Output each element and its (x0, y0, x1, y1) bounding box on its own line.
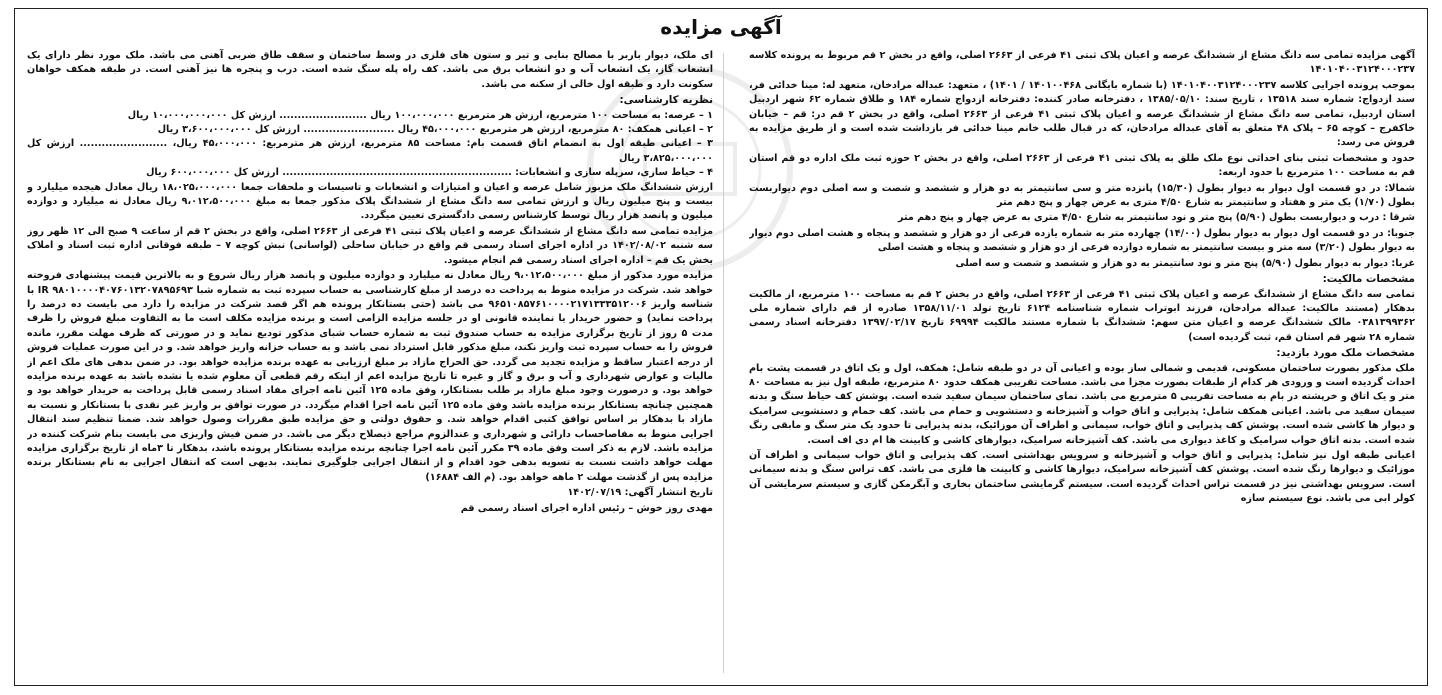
valuation-summary: ارزش ششدانگ ملک مزبور شامل عرصه و اعیان و امتیازات و انشعابات و تاسیسات و ملحقات جمعا ۱۸،۰۲۵،۰۰۰،۰۰۰ ریال معادل هیجده میلیارد و بیست و پنج میلیون ریال و ارزش تمامی سه دانگ مشاع از ششدانگ پلاک مذکور جمعا به مبلغ ۹،۰۱۲،۵۰۰،۰۰۰ ریال معادل نه میلیارد و دوازده میلیون و پانصد هزار ریال توسط کارشناس رسمی دادگستری تعیین میگردد. (27, 181, 713, 222)
notice-page (14, 8, 1428, 686)
signature-line: مهدی روز خوش – رئیس اداره اجرای اسناد رسمی قم (460, 502, 713, 514)
auction-time-place: مزایده تمامی سه دانگ مشاع از ششدانگ عرصه و اعیان پلاک ثبتی ۴۱ فرعی از ۲۶۶۳ اصلی، واقع در بخش ۲ قم از ساعت ۹ صبح الی ۱۲ ظهر روز سه شنبه ۱۴۰۲/۰۸/۰۲ در اداره اجرای اسناد رسمی قم واقع در خیابان ساحلی (لواسانی) نبش کوچه ۷ – طبقه فوقانی اداره ثبت اسناد و املاک بخش یک قم – اداره اجرای اسناد رسمی قم انجام میشود. (27, 225, 713, 266)
notice-intro: آگهی مزایده تمامی سه دانگ مشاع از ششدانگ عرصه و اعیان پلاک ثبتی ۴۱ فرعی از ۲۶۶۳ اصلی، واقع در بخش ۲ قم مربوط به پرونده کلاسه ۱۴۰۱۰۴۰۰۳۱۲۴۰۰۰۲۳۷ (749, 50, 1415, 76)
publish-date: تاریخ انتشار آگهی: ۱۴۰۲/۰۷/۱۹ (567, 487, 713, 499)
boundaries-intro: حدود و مشخصات ثبتی بنای احداثی نوع ملک طلق به پلاک ثبتی ۴۱ فرعی از ۲۶۶۳ اصلی، واقع در بخش ۲ حوزه ثبت ملک اداره دو قم استان قم به مساحت ۱۰۰ مترمربع با حدود اربعه: (749, 152, 1415, 179)
column-divider (723, 53, 724, 673)
structure-continuation: ای ملک، دیوار باربر با مصالح بنایی و تیر و ستون های فلزی در وسط ساختمان و سقف طاق ضربی آهنی می باشد. ملک مورد نظر دارای یک انشعاب گاز، یک انشعاب آب و دو انشعاب برق می باشد. کف راه پله سنگ شده است. درب و پنجره ها نیز آهنی است. در طبقه همکف خواهان سکونت دارد و طبقه اول خالی از سکنه می باشد. (27, 50, 713, 90)
boundary-north: شمالا: در دو قسمت اول دیوار به دیوار بطول (۱۵/۳۰) پانزده متر و سی سانتیمتر به دو هزار و ششصد و شصت و سه اصلی دوم دیواربست بطول (۱/۷۰) یک متر و هفتاد و سانتیمتر به شارع ۴/۵۰ متری به عرض چهار و پنج دهم متر (749, 182, 1415, 209)
left-column (27, 49, 713, 679)
expert-item: ۲ – اعیانی همکف: ۸۰ مترمربع، ارزش هر مترمربع ۴۵،۰۰۰،۰۰۰ ریال ......................... ارزش کل ۳،۶۰۰،۰۰۰،۰۰۰ ریال (157, 124, 713, 136)
auction-terms: مزایده مورد مذکور از مبلغ ۹،۰۱۲،۵۰۰،۰۰۰ ریال معادل نه میلیارد و دوازده میلیون و پانصد هزار ریال شروع و به بالاترین قیمت پیشنهادی فروخته خواهد شد. شرکت در مزایده منوط به پرداخت ده درصد از مبلغ کارشناسی به حساب سپرده ثبت به شماره شبا IR ۹۸۰۱۰۰۰۰۴۰۷۶۰۱۳۲۰۷۸۹۵۶۹۳ با شناسه واریز ۹۶۵۱۰۸۵۷۶۱۰۰۰۰۲۱۷۱۳۳۳۵۱۲۰۰۶ می باشد (حتی بستانکار پرونده هم اگر قصد شرکت در مزایده را دارد می بایست ده درصد را پرداخت نماید) و حضور خریدار یا نماینده قانونی او در جلسه مزایده الزامی است و برنده مزایده مکلف است ما به التفاوت مبلغ فروش را ظرف مدت ۵ روز از تاریخ برگزاری مزایده به حساب صندوق ثبت به شماره حساب شبای مذکور تودیع نماید و در صورتی که ظرف مهلت مقرر، مانده فروش را به حساب سپرده ثبت واریز نکند، مبلغ مذکور قابل استرداد نمی باشد و به حساب خزانه واریز خواهد شد. و در این صورت عملیات فروش از درجه اعتبار ساقط و مزایده تجدید می گردد. حق الحراج مازاد بر مبلغ ارزیابی به عهده برنده مزایده خواهد بود. در ضمن بدهی های ملک اعم از مالیات و عوارض شهرداری و آب و برق و گاز و غیره تا تاریخ مزایده اعم از اینکه رقم قطعی آن معلوم شده یا نشده باشد به عهده برنده مزایده خواهد بود. و درصورت وجود مبلغ مازاد بر طلب بستانکار، وفق ماده ۱۲۵ آئین نامه اجرای مفاد اسناد رسمی قابل پرداخت به خریدار خواهد بود و همچنین چنانچه بستانکار برنده مزایده باشد وفق ماده ۱۲۵ آئین نامه اجرا اقدام میگردد. در صورت توافق بر واریز غیر نقدی با بستانکار و نسبت به مازاد با بدهکار بر اساس توافق کتبی اقدام خواهد شد. و حقوق دولتی و حق مزایده طبق مقررات وصول خواهد شد. ضمنا تنظیم سند انتقال اجرایی منوط به مفاصاحساب دارائی و شهرداری و عندالزوم مراجع ذیصلاح دیگر می باشد. در ضمن فیش واریزی می بایست بنام شرکت کننده در مزایده باشد. لازم به ذکر است وفق ماده ۳۹ مکرر آئین نامه اجرا چنانچه برنده مزایده بستانکار پرونده باشد، بدهکار تا ۳ماه از تاریخ برگزاری مزایده مهلت خواهد داشت نسبت به تسویه بدهی خود اقدام و از انتقال اجرایی جلوگیری نمایند. بدیهی است که انتقال اجرایی به نام بستانکار برنده مزایده پس از گذشت مهلت ۲ ماهه خواهد بود. (م الف ۱۶۸۸۴) (27, 270, 713, 483)
boundary-west: غربا: دیوار به دیوار بطول (۵/۹۰) پنج متر و نود سانتیمتر به دو هزار و ششصد و شصت و سه اصلی (955, 257, 1415, 269)
property-heading: مشخصات ملک مورد بازدید: (1276, 347, 1415, 360)
notice-title: آگهی مزایده (660, 15, 782, 39)
property-description: ملک مذکور بصورت ساختمان مسکونی، قدیمی و شمالی ساز بوده و اعیانی آن در دو طبقه شامل: همکف، اول و یک اتاق در قسمت پشت بام احداث گردیده است و ورودی هر کدام از طبقات بصورت مجزا می باشد. مساحت تقریبی همکف حدود ۸۰ مترمربع، طبقه اول نیز به مساحت ۸۰ متر و یک اتاق و خرپشته در بام به مساحت تقریبی ۵ مترمربع می باشد. نمای ساختمان سیمان سفید شده است. پوشش کف حیاط سنگ و بدنه سیمان سفید می باشد. اعیانی همکف شامل: پذیرایی و اتاق خواب و آشپزخانه و دستشویی و حمام می باشد. کف حمام و دستشویی سرامیک و دیوار ها کاشی شده است. پوشش کف پذیرایی و اتاق خواب، سیمانی و اطراف آن موزائیک، بدنه پذیرایی تا حدود یک متر سنگ و مابقی رنگ شده است. بدنه اتاق خواب سرامیک و کاغذ دیواری می باشد. کف آشپزخانه سرامیک، دیوارهای کاشی و کابینت ها ام دی اف است. (749, 362, 1415, 446)
expert-items-list (27, 109, 713, 181)
ownership-details: تمامی سه دانگ مشاع از ششدانگ عرصه و اعیان پلاک ثبتی ۴۱ فرعی از ۲۶۶۳ اصلی، واقع در بخش ۲ قم به مساحت ۱۰۰ مترمربع، از مالکیت بدهکار (مستند مالکیت: عبداله مرادخان، فرزند ابوتراب شماره شناسنامه ۶۱۲۴ تاریخ تولد ۱۳۵۸/۱۱/۰۱ صادره از قم دارای شماره ملی ۰۳۸۱۳۹۹۳۶۲ مالک ششدانگ عرصه و اعیان متن سهم: ششدانگ با شماره مستند مالکیت ۶۹۹۹۴ تاریخ ۱۳۹۷/۰۲/۱۷ دفترخانه اسناد رسمی شماره ۲۸ شهر قم استان قم، ثبت گردیده است) (749, 288, 1415, 343)
ownership-heading: مشخصات مالکیت: (1322, 273, 1415, 286)
right-column (749, 49, 1415, 679)
case-details: بموجب پرونده اجرایی کلاسه ۱۴۰۱۰۴۰۰۳۱۲۴۰۰۰۲۳۷ (با شماره بایگانی ۱۴۰۱۰۰۴۶۸ / ۱۴۰۱) ، متعهد: عبداله مرادخان، متعهد له: مینا خدائی فر، سند ازدواج: شماره سند ۱۳۵۱۸ ، تاریخ سند: ۱۳۸۵/۰۵/۱۰ ، دفترخانه صادر کننده: دفترخانه ازدواج شماره ۱۸۴ و طلاق شماره ۶۲ شهر اردبیل استان اردبیل، تمامی سه دانگ مشاع از ششدانگ عرصه و اعیان پلاک ثبتی ۴۱ فرعی از ۲۶۶۳ اصلی، واقع در بخش ۲ قم در: قم – خیابان خاکفرج – کوچه ۶۵ – پلاک ۴۸ متعلق به آقای عبداله مرادخان، که در قبال طلب خانم مینا خدائی فر بازداشت شده است و از طریق مزایده به فروش می رسد: (749, 79, 1415, 149)
expert-item: ۱ – عرصه: به مساحت ۱۰۰ مترمربع، ارزش هر مترمربع ۱۰۰،۰۰۰،۰۰۰ ریال ........................ ارزش کل ۱۰،۰۰۰،۰۰۰،۰۰۰ ریال (127, 109, 713, 121)
expert-item: ۴ – حیاط سازی، سرپله سازی و انشعابات: ............................................................... ارزش کل ۶۰۰،۰۰۰،۰۰۰ ریال (146, 167, 713, 179)
expert-item: ۳ – اعیانی طبقه اول به انضمام اتاق قسمت بام: مساحت ۸۵ مترمربع، ارزش هر مترمربع: ۴۵،۰۰۰،۰۰۰ ریال، ........................ ارزش کل ۳،۸۲۵،۰۰۰،۰۰۰ ریال (27, 138, 713, 164)
first-floor-description: اعیانی طبقه اول نیز شامل: پذیرایی و اتاق خواب و آشپزخانه و سرویس بهداشتی است. کف پذیرایی و اتاق خواب سیمانی و اطراف آن موزائیک و دیوارها رنگ شده است. پوشش کف آشپزخانه سرامیک، دیوارها کاشی و کابینت ها فلزی می باشد. کف تراس سنگ و بدنه سیمانی است. سرویس بهداشتی نیز در قسمت تراس احداث گردیده است. سیستم گرمایشی ساختمان بخاری و آبگرمکن گازی و سیستم سرمایشی آن کولر ابی می باشد. نوع سیستم سازه (749, 449, 1415, 505)
expert-opinion-heading: نظریه کارشناسی: (619, 94, 713, 107)
boundary-south: جنوبا: در دو قسمت اول دیوار به دیوار بطول (۱۴/۰۰) چهارده متر به شماره یازده فرعی از دو هزار و ششصد و پنجاه و هشت اصلی دوم دیوار به دیوار بطول (۳/۲۰) سه متر و بیست سانتیمتر به شماره دوازده فرعی از دو هزار و ششصد و پنجاه و هشت اصلی (749, 227, 1415, 254)
boundary-east: شرقا : درب و دیواربست بطول (۵/۹۰) پنج متر و نود سانتیمتر به شارع ۴/۵۰ متری به عرض چهار و پنج دهم متر (898, 212, 1415, 224)
